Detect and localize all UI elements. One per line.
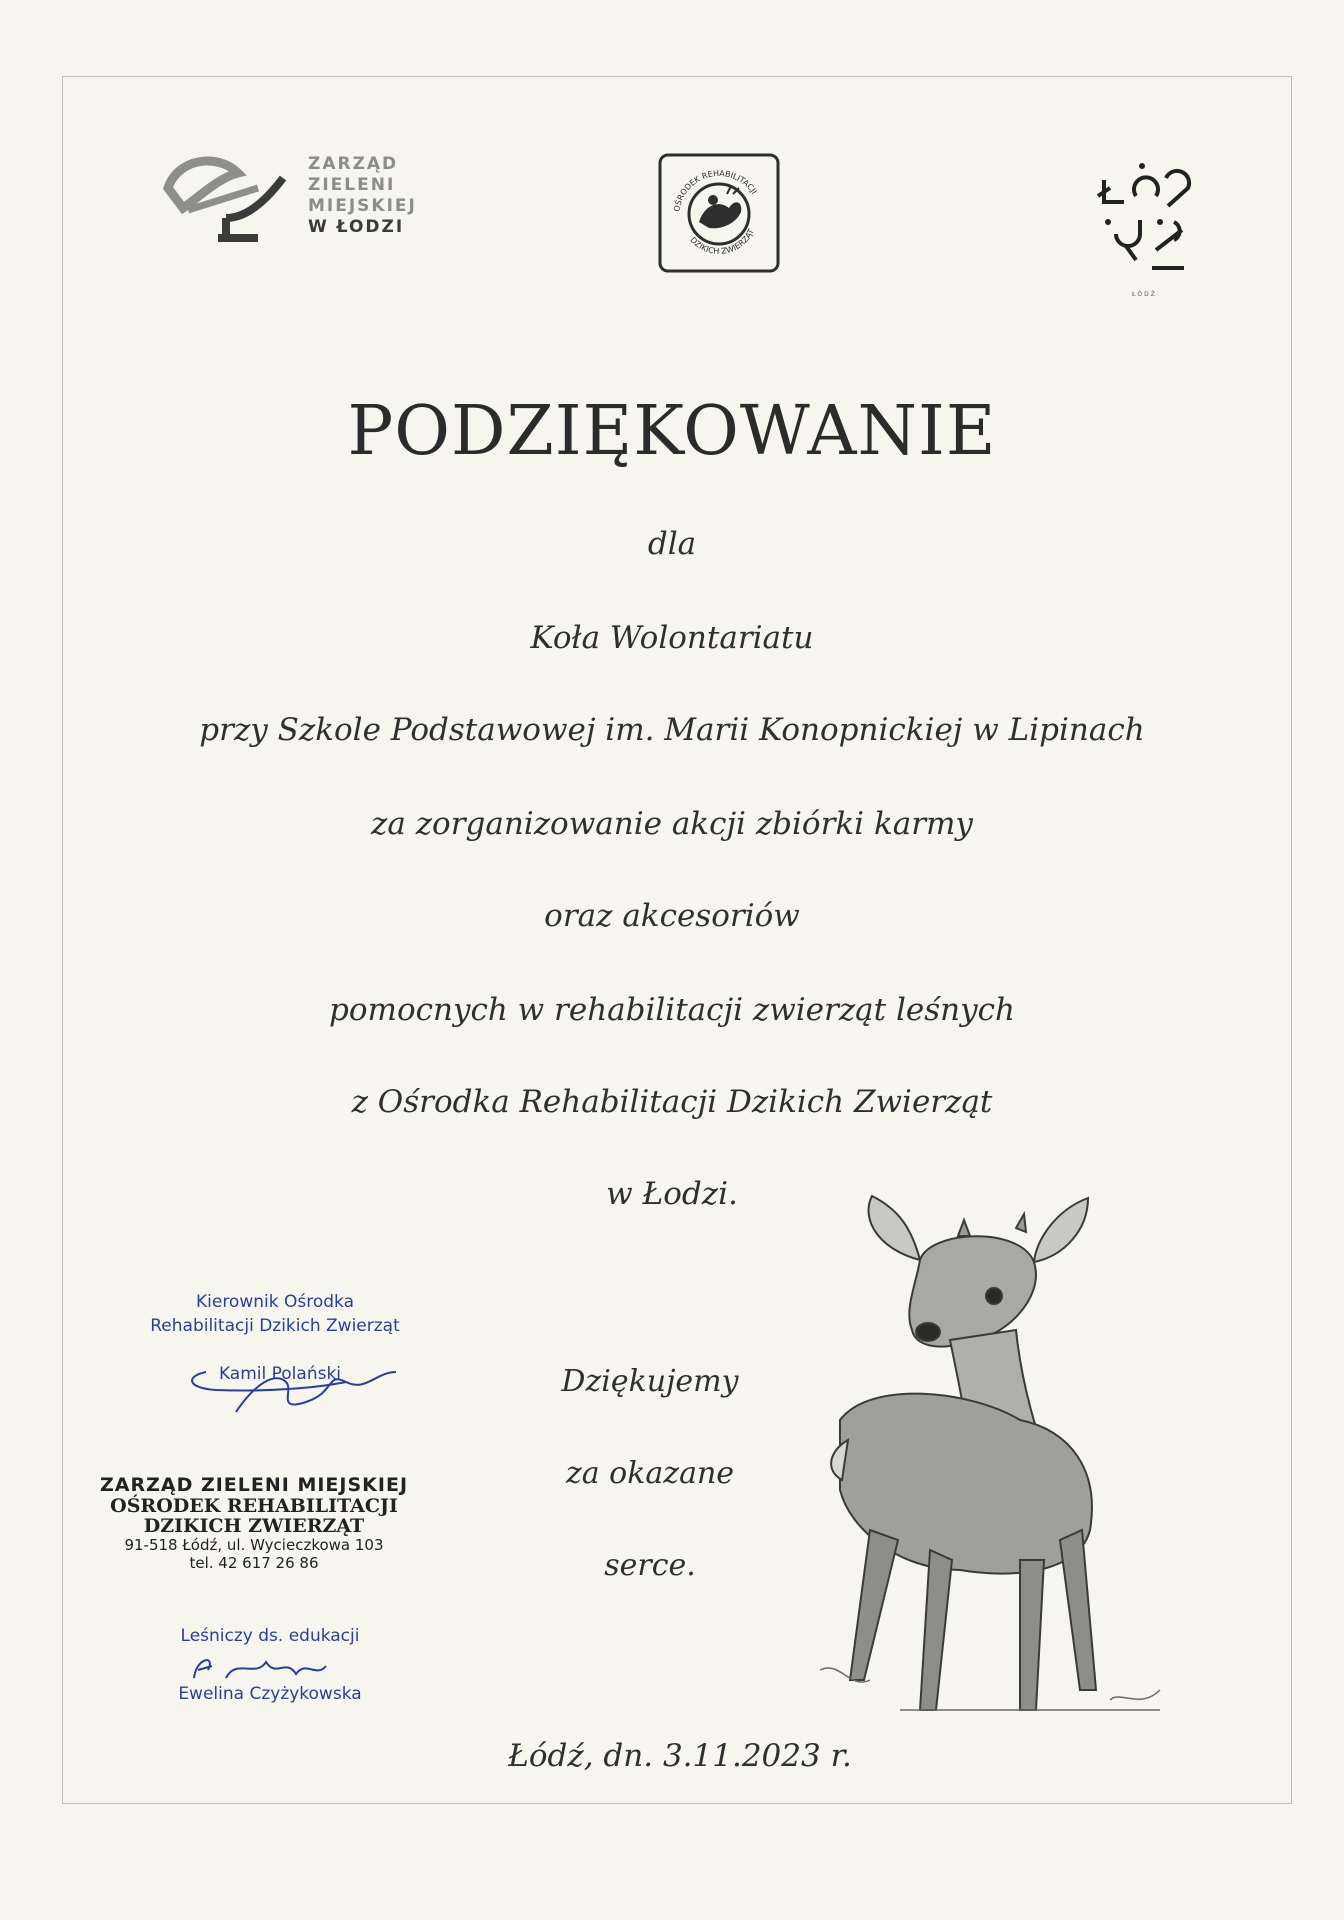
leaf-icon [158,148,298,248]
org-stamp-line-2: OŚRODEK REHABILITACJI [110,1495,398,1517]
thanks-line-1: Dziękujemy [561,1364,739,1399]
org-stamp-line-1: ZARZĄD ZIELENI MIEJSKIEJ [99,1474,409,1496]
manager-stamp-line-1: Kierownik Ośrodka [195,1292,354,1312]
deer-illustration [820,1190,1190,1730]
certificate-title: PODZIĘKOWANIE [347,392,997,471]
zzm-line-3: MIEJSKIEJ [308,196,417,216]
zzm-logo [158,148,458,248]
ordz-logo [657,152,781,274]
lodz-city-logo [1096,150,1192,298]
ordz-bottom-text: DZIKICH ZWIERZĄT [688,227,756,256]
body-line-7: z Ośrodka Rehabilitacji Dzikich Zwierząt [351,1084,993,1120]
body-line-1: dla [647,526,697,562]
body-line-5: oraz akcesoriów [544,898,800,934]
body-line-3: przy Szkole Podstawowej im. Marii Konopnickiej w Lipinach [199,712,1145,748]
svg-text:DZIKICH ZWIERZĄT [688,227,756,256]
manager-signature [176,1342,406,1422]
zzm-line-2: ZIELENI [308,175,396,195]
body-line-6: pomocnych w rehabilitacji zwierząt leśnych [329,992,1015,1028]
manager-name-stamp: Kamil Polański [218,1364,342,1384]
zzm-line-4: W ŁODZI [308,217,405,237]
issue-date: Łódź, dn. 3.11.2023 r. [508,1738,852,1774]
org-stamp-line-4: 91-518 Łódź, ul. Wycieczkowa 103 [124,1536,384,1554]
body-line-8: w Łodzi. [606,1176,738,1212]
lodz-logo-icon [1096,150,1192,286]
ordz-top-text: OŚRODEK REHABILITACJI [672,168,759,213]
forester-signature [186,1648,346,1688]
thanks-line-3: serce. [604,1548,696,1583]
body-line-4: za zorganizowanie akcji zbiórki karmy [371,806,973,842]
manager-stamp-line-2: Rehabilitacji Dzikich Zwierząt [150,1316,400,1336]
org-stamp-line-3: DZIKICH ZWIERZĄT [143,1515,365,1537]
lodz-logo-caption: ŁÓDŹ [1132,291,1157,298]
body-line-2: Koła Wolontariatu [530,620,814,656]
forester-name-stamp: Ewelina Czyżykowska [178,1684,362,1704]
zzm-line-1: ZARZĄD [308,154,399,174]
forester-title-stamp: Leśniczy ds. edukacji [180,1626,360,1646]
thanks-line-2: za okazane [565,1456,735,1491]
organization-stamp [74,1474,434,1572]
org-stamp-line-5: tel. 42 617 26 86 [189,1554,319,1572]
animals-emblem-icon [657,152,781,274]
